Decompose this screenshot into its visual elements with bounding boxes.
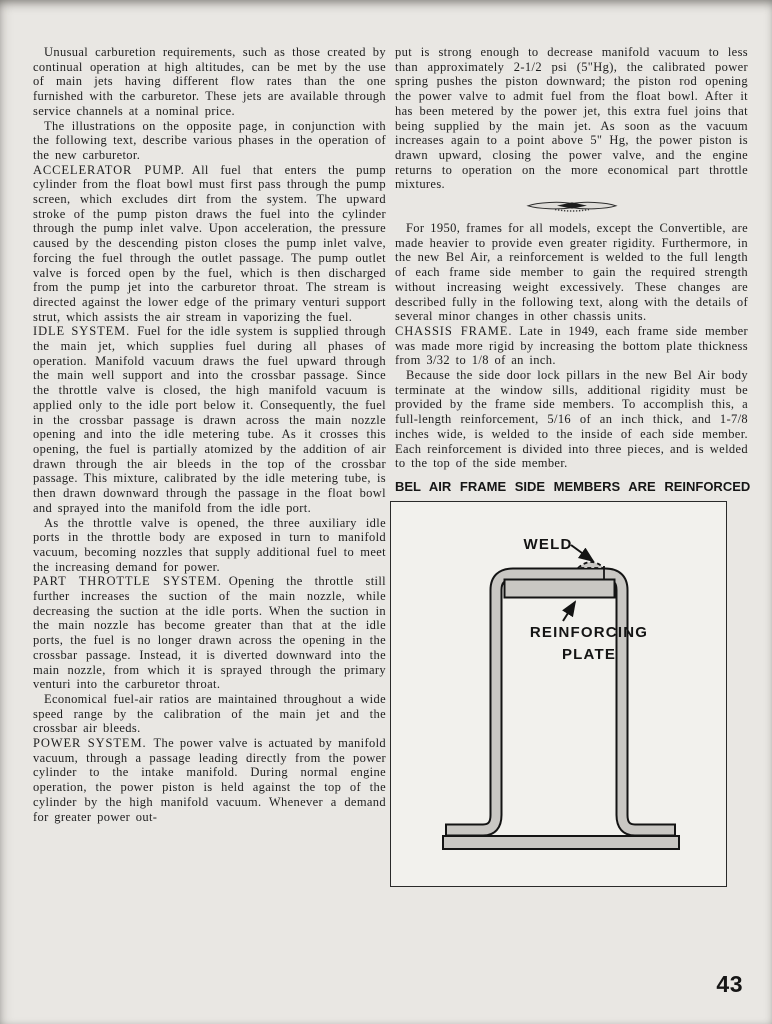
paragraph-text: All fuel that enters the pump cylinder from the float bowl must first pass through the pump screen, which excludes dirt from the system. The upward stroke of the pump piston draws the fuel into the cylinder through the pump inlet valve. Upon acceleration, the pressure caused by the descending piston closes the pump inlet valve, forcing the fuel through the outlet passage. The pump outlet valve is forced open by the fuel, which is then discharged from the pump jet into the carburetor throat. The stream is directed against the lower edge of the primary venturi support strut, which assists the air stream in vaporizing the fuel.: [33, 162, 387, 324]
page-number: 43: [716, 971, 743, 997]
bottom-plate-shape: [443, 836, 679, 849]
run-in-heading: ACCELERATOR PUMP.: [33, 162, 185, 177]
paragraph-text: Opening the throttle still further increases the suction of the main nozzle, while decreasing the suction at the idle ports. When the suction in the main nozzle has become greater than that at the idle ports, the fuel is no longer drawn across the opening in the crossbar passage. Instead, it is diverted downward into the main nozzle, from which it is sprayed through the primary venturi into the carburetor throat.: [33, 574, 386, 692]
figure-caption: BEL AIR FRAME SIDE MEMBERS ARE REINFORCED: [395, 478, 751, 494]
left-column: [33, 45, 386, 887]
weld-arrow: [571, 545, 593, 561]
reinforcing-plate-label-line2: PLATE: [561, 645, 617, 663]
paragraph-accelerator-pump: [33, 163, 386, 325]
run-in-heading: PART THROTTLE SYSTEM.: [33, 574, 222, 589]
figure-box: [390, 501, 727, 887]
paragraph-text: Late in 1949, each frame side member was made more rigid by increasing the bottom plate thickness from 3/32 to 1/8 of an inch.: [395, 323, 749, 368]
paragraph-text: As the throttle valve is opened, the three auxiliary idle ports in the throttle body are exposed in turn to manifold vacuum, becoming nozzles that supply additional fuel to meet the increasing demand for power.: [33, 515, 386, 574]
paragraph-text: Because the side door lock pillars in the new Bel Air body terminate at the window sills, additional rigidity must be provided by the frame side members. To accomplish this, a full-length reinforcement, 5/16 of an inch thick, and 1-7/8 inches wide, is welded to the inside of each side member. Each reinforcement is divided into three pieces, and is welded to the top of the side member.: [395, 368, 748, 471]
paragraph-text: Economical fuel-air ratios are maintained throughout a wide speed range by the calibration of the main jet and the crossbar air bleeds.: [33, 691, 386, 736]
paragraph-power-system: [33, 736, 386, 824]
paragraph-text: The power valve is actuated by manifold vacuum, through a passage leading directly from the power cylinder to the intake manifold. During normal engine operation, the power piston is held against the top of the cylinder by the high manifold vacuum. Whenever a demand for greater power out-: [33, 736, 386, 824]
paragraph: [33, 119, 386, 163]
run-in-heading: IDLE SYSTEM.: [33, 324, 131, 339]
paragraph: [33, 692, 386, 736]
frame-channel-outline: [446, 574, 675, 830]
paragraph: [395, 45, 748, 192]
run-in-heading: POWER SYSTEM.: [33, 736, 147, 751]
reinforcing-plate-arrow: [563, 602, 575, 621]
reinforcing-plate-shape: [505, 579, 615, 597]
paragraph: [33, 516, 386, 575]
reinforcing-plate-label: REINFORCING: [529, 623, 649, 641]
frame-cross-section-diagram: [391, 502, 725, 885]
right-column: [395, 45, 751, 887]
frame-channel-shape: [446, 574, 675, 830]
paragraph-text: The illustrations on the opposite page, in conjunction with the following text, describe various phases in the operation of the new carburetor.: [33, 118, 386, 162]
paragraph: [395, 221, 748, 324]
paragraph-idle-system: [33, 324, 386, 515]
weld-bead-shape: [578, 562, 604, 568]
run-in-heading: CHASSIS FRAME.: [395, 323, 513, 338]
paragraph: [33, 45, 386, 119]
paragraph: [395, 368, 748, 471]
winged-emblem-icon: [395, 195, 748, 219]
weld-label: WELD: [523, 535, 573, 553]
paragraph-text: put is strong enough to decrease manifold vacuum to less than approximately 2-1/2 psi (5"Hg), the calibrated power spring pushes the piston downward; the piston rod opening the power valve to admit fuel from the float bowl. After it has been metered by the power jet, this extra fuel joins that being supplied by the main jet. As soon as the vacuum increases again to a point above 5" Hg, the power piston is drawn upward, closing the power valve, and the engine returns to operation on the more economical part throttle mixtures.: [395, 45, 748, 192]
paragraph-text: Unusual carburetion requirements, such as those created by continual operation at high altitudes, can be met by the use of main jets having different flow rates than the one furnished with the carburetor. These jets are available through service channels at a nominal price.: [33, 45, 386, 118]
paragraph-part-throttle-system: [33, 574, 386, 692]
paragraph-chassis-frame: [395, 324, 748, 368]
paragraph-text: For 1950, frames for all models, except the Convertible, are made heavier to provide even greater rigidity. Furthermore, in the new Bel Air, a reinforcement is welded to the full length of each frame side member to gain the required strength without increasing weight excessively. These changes are described fully in the following text, along with the details of several minor changes in other chassis units.: [395, 221, 748, 324]
paragraph-text: Fuel for the idle system is supplied through the main jet, which supplies fuel during all phases of operation. Manifold vacuum draws the fuel upward through the main well support and into the crossbar passage. Since the throttle valve is closed, the high manifold vacuum is applied only to the idle port below it. Consequently, the fuel in the crossbar passage is drawn across the main nozzle opening and into the idle metering tube. As it crosses this opening, the fuel is partially atomized by the addition of air drawn through the air bleeds in the top of the crossbar passage. This mixture, calibrated by the idle metering tube, is then drawn downward through the passage in the float bowl and sprayed into the manifold from the idle port.: [33, 324, 387, 515]
text-columns: [33, 45, 751, 887]
